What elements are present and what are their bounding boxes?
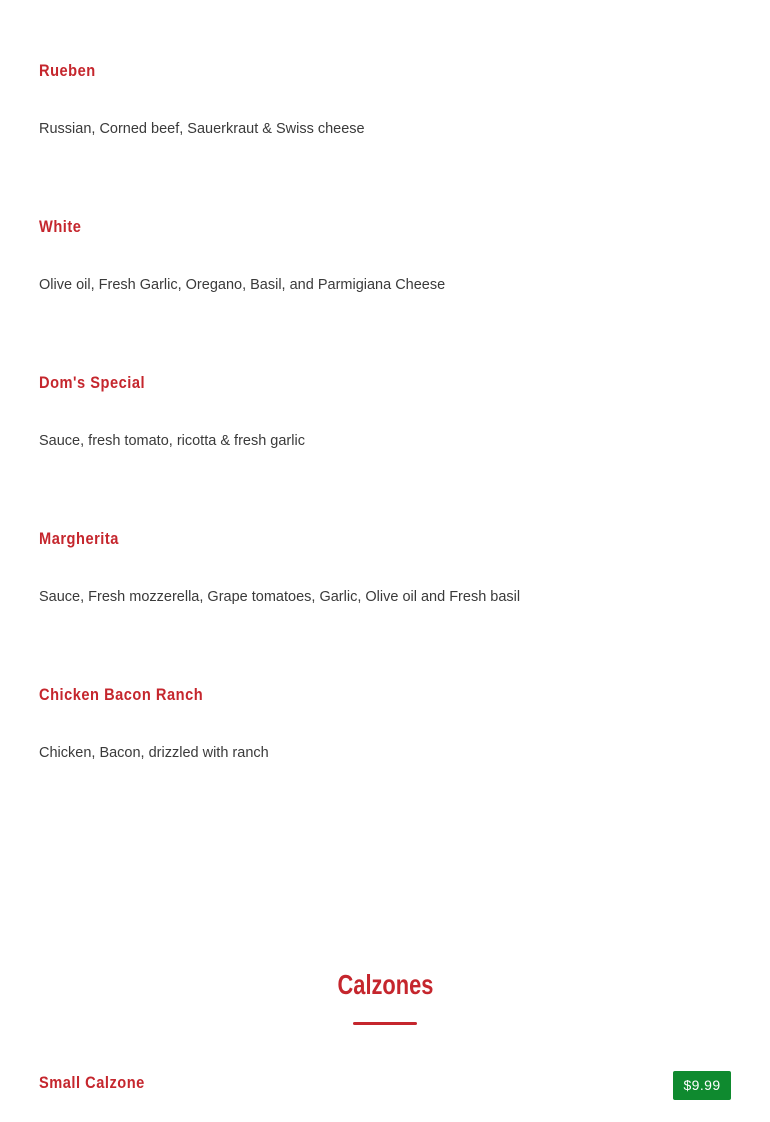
section-divider: [353, 1022, 417, 1025]
item-description: Russian, Corned beef, Sauerkraut & Swiss cheese: [39, 121, 365, 137]
item-description: Olive oil, Fresh Garlic, Oregano, Basil, and Parmigiana Cheese: [39, 277, 446, 293]
item-name: Margherita: [39, 529, 119, 548]
item-name: Rueben: [39, 61, 96, 80]
item-name: Chicken Bacon Ranch: [39, 685, 204, 704]
item-description: Sauce, fresh tomato, ricotta & fresh garlic: [39, 433, 305, 449]
item-description: Sauce, Fresh mozzerella, Grape tomatoes, Garlic, Olive oil and Fresh basil: [39, 589, 521, 605]
item-name: Dom's Special: [39, 373, 146, 392]
item-description: Chicken, Bacon, drizzled with ranch: [39, 745, 269, 761]
item-name: White: [39, 217, 82, 236]
section-title-calzones: [0, 968, 770, 1002]
price-badge: $9.99: [673, 1071, 731, 1100]
section-title-text: Calzones: [337, 969, 433, 1000]
item-name: Small Calzone: [39, 1073, 145, 1092]
